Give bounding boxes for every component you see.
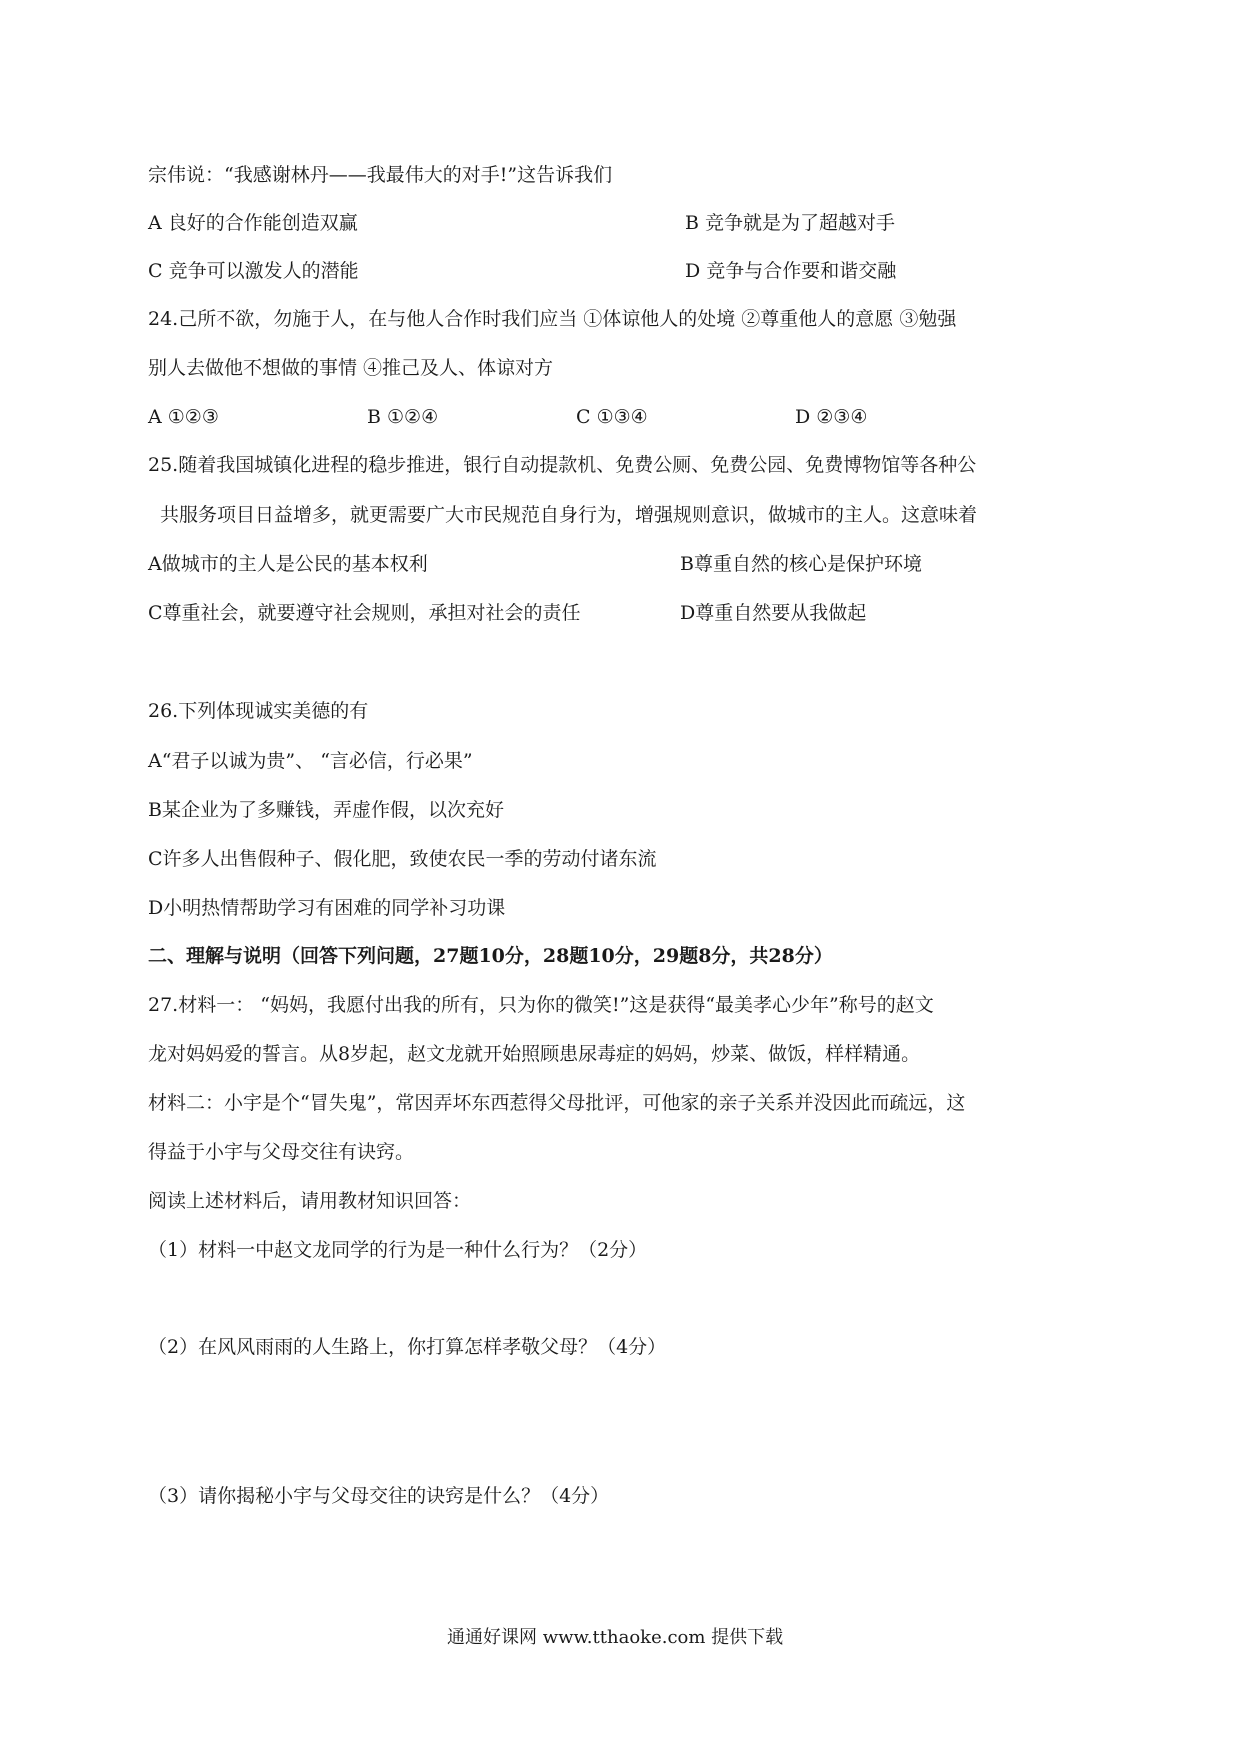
q26-option-b: B某企业为了多赚钱，弄虚作假，以次充好	[148, 799, 504, 821]
q27-subquestion-3: （3）请你揭秘小宇与父母交往的诀窍是什么？（4分）	[148, 1485, 610, 1507]
q25-stem-line2: 共服务项目日益增多，就更需要广大市民规范自身行为，增强规则意识，做城市的主人。这意味着	[160, 504, 978, 526]
q24-stem-line2: 别人去做他不想做的事情 ④推己及人、体谅对方	[148, 357, 554, 379]
q23-stem: 宗伟说：“我感谢林丹——我最伟大的对手!”这告诉我们	[148, 164, 613, 186]
q27-subquestion-2: （2）在风风雨雨的人生路上，你打算怎样孝敬父母？（4分）	[148, 1336, 667, 1358]
q27-material2-line1: 材料二：小宇是个“冒失鬼”，常因弄坏东西惹得父母批评，可他家的亲子关系并没因此而疏远，这	[148, 1092, 966, 1114]
q26-option-a: A“君子以诚为贵”、 “言必信，行必果”	[148, 750, 473, 772]
q26-stem: 26.下列体现诚实美德的有	[148, 700, 369, 722]
q26-option-d: D小明热情帮助学习有困难的同学补习功课	[148, 897, 506, 919]
q25-option-a: A做城市的主人是公民的基本权利	[148, 553, 428, 575]
q25-option-d: D尊重自然要从我做起	[680, 602, 867, 624]
q27-subquestion-1: （1）材料一中赵文龙同学的行为是一种什么行为？（2分）	[148, 1239, 648, 1261]
q27-material2-line2: 得益于小宇与父母交往有诀窍。	[148, 1141, 415, 1163]
q25-option-b: B尊重自然的核心是保护环境	[680, 553, 922, 575]
q27-instruction: 阅读上述材料后，请用教材知识回答：	[148, 1190, 472, 1212]
q25-stem-line1: 25.随着我国城镇化进程的稳步推进，银行自动提款机、免费公厕、免费公园、免费博物馆等各种公	[148, 454, 977, 476]
q24-option-a: A ①②③	[148, 406, 219, 428]
q27-material1-line1: 27.材料一： “妈妈，我愿付出我的所有，只为你的微笑!”这是获得“最美孝心少年”称号的赵文	[148, 994, 934, 1016]
q27-material1-line2: 龙对妈妈爱的誓言。从8岁起，赵文龙就开始照顾患尿毒症的妈妈，炒菜、做饭，样样精通。	[148, 1043, 921, 1065]
section2-heading: 二、理解与说明（回答下列问题，27题10分，28题10分，29题8分，共28分）	[148, 945, 833, 967]
q24-stem-line1: 24.己所不欲，勿施于人，在与他人合作时我们应当 ①体谅他人的处境 ②尊重他人的意愿 ③勉强	[148, 308, 957, 330]
q24-option-d: D ②③④	[795, 406, 868, 428]
q23-option-c: C 竞争可以激发人的潜能	[148, 260, 359, 282]
q23-option-a: A 良好的合作能创造双赢	[148, 212, 358, 234]
q25-option-c: C尊重社会，就要遵守社会规则，承担对社会的责任	[148, 602, 581, 624]
page-footer: 通通好课网 www.tthaoke.com 提供下载	[447, 1627, 784, 1648]
q23-option-d: D 竞争与合作要和谐交融	[685, 260, 897, 282]
q23-option-b: B 竞争就是为了超越对手	[685, 212, 896, 234]
q24-option-c: C ①③④	[576, 406, 648, 428]
q26-option-c: C许多人出售假种子、假化肥，致使农民一季的劳动付诸东流	[148, 848, 657, 870]
q24-option-b: B ①②④	[367, 406, 439, 428]
